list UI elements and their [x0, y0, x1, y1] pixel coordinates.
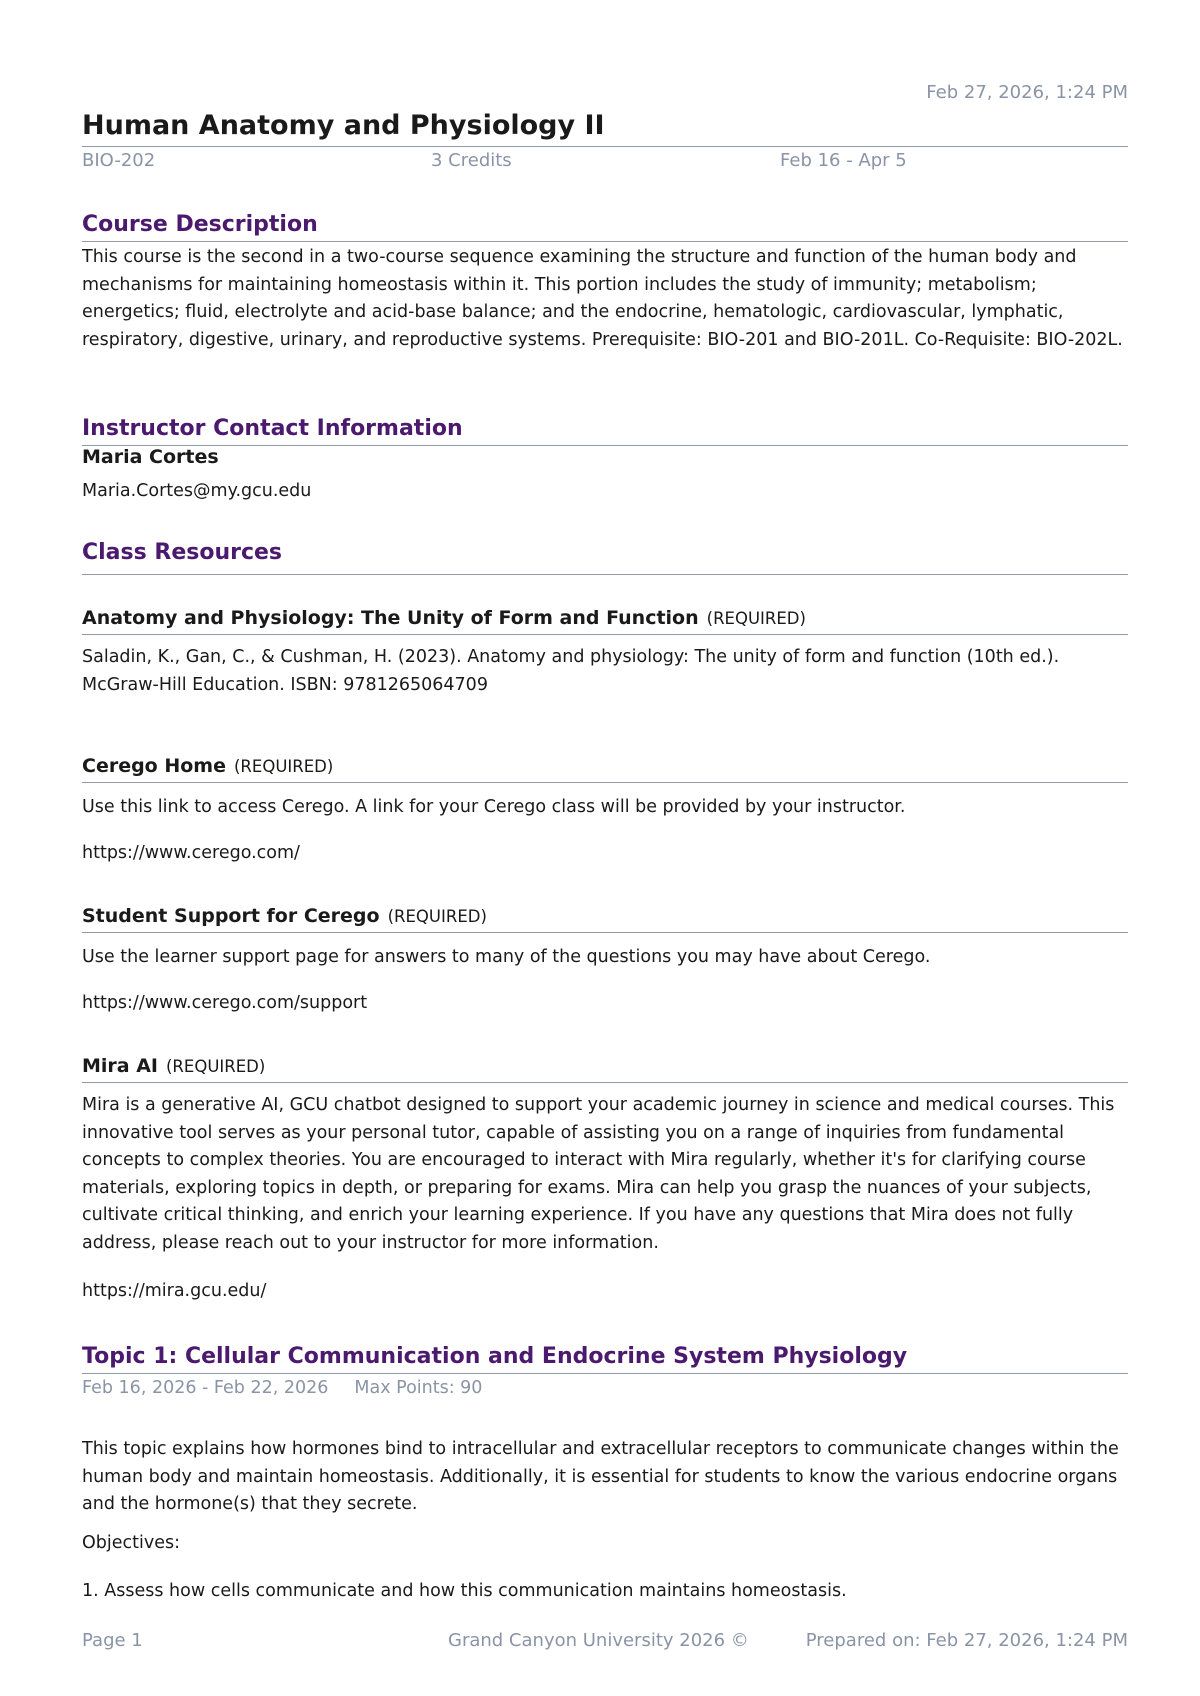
resource-heading-cerego-support — [82, 902, 1128, 933]
topic-objectives-label: Objectives: — [82, 1533, 180, 1553]
topic-text: This topic explains how hormones bind to intracellular and extracellular receptors to communicate changes within the human body and maintain homeostasis. Additionally, it is essential for students to know the various endocrine organs and the hormone(s) that they secrete. — [82, 1439, 1119, 1514]
resource-title: Student Support for Cerego — [82, 905, 380, 927]
footer-page-number: Page 1 — [82, 1630, 143, 1651]
resource-link-cerego[interactable] — [82, 840, 1128, 868]
course-credits: 3 Credits — [431, 150, 512, 171]
topic-meta — [82, 1378, 482, 1398]
footer-prepared-date: Prepared on: Feb 27, 2026, 1:24 PM — [805, 1630, 1128, 1651]
print-timestamp: Feb 27, 2026, 1:24 PM — [926, 82, 1128, 103]
resource-title: Cerego Home — [82, 755, 226, 777]
course-code: BIO-202 — [82, 150, 156, 171]
resource-text-cerego: Use this link to access Cerego. A link for your Cerego class will be provided by your instructor. — [82, 797, 906, 817]
resource-link-mira[interactable] — [82, 1278, 1128, 1306]
resource-text-cerego-support: Use the learner support page for answers to many of the questions you may have about Cerego. — [82, 947, 931, 967]
resource-text-mira: Mira is a generative AI, GCU chatbot designed to support your academic journey in science and medical courses. This innovative tool serves as your personal tutor, capable of assisting you on a range of inquiries from fundamental concepts to complex theories. You are encouraged to interact with Mira regularly, whether it's for clarifying course materials, exploring topics in depth, or preparing for exams. Mira can help you grasp the nuances of your subjects, cultivate critical thinking, and enrich your learning experience. If you have any questions that Mira does not fully address, please reach out to your instructor for more information. — [82, 1095, 1115, 1253]
topic-dates: Feb 16, 2026 - Feb 22, 2026 — [82, 1378, 329, 1398]
class-resources-heading: Class Resources — [82, 538, 1128, 575]
resource-title: Mira AI — [82, 1055, 158, 1077]
resource-heading-mira — [82, 1052, 1128, 1083]
cerego-support-link[interactable]: https://www.cerego.com/support — [82, 993, 368, 1013]
resource-requirement: (REQUIRED) — [166, 1057, 266, 1076]
course-description-heading: Course Description — [82, 210, 1128, 242]
topic-objective-1: 1. Assess how cells communicate and how this communication maintains homeostasis. — [82, 1581, 847, 1601]
instructor-heading: Instructor Contact Information — [82, 414, 1128, 446]
resource-title: Anatomy and Physiology: The Unity of Form and Function — [82, 607, 699, 629]
topic-heading: Topic 1: Cellular Communication and Endocrine System Physiology — [82, 1342, 1128, 1374]
resource-heading-cerego — [82, 752, 1128, 783]
resource-heading-textbook — [82, 604, 1128, 635]
resource-link-cerego-support[interactable] — [82, 990, 1128, 1018]
mira-link[interactable]: https://mira.gcu.edu/ — [82, 1281, 267, 1301]
resource-requirement: (REQUIRED) — [706, 609, 806, 628]
instructor-name: Maria Cortes — [82, 446, 219, 468]
resource-requirement: (REQUIRED) — [387, 907, 487, 926]
instructor-email[interactable]: Maria.Cortes@my.gcu.edu — [82, 481, 312, 501]
course-dates: Feb 16 - Apr 5 — [780, 150, 907, 171]
course-title: Human Anatomy and Physiology II — [82, 108, 1128, 147]
course-description-text: This course is the second in a two-course sequence examining the structure and function of the human body and mechanisms for maintaining homeostasis within it. This portion includes the study of immunity; metabolism; energetics; fluid, electrolyte and acid-base balance; and the endocrine, hematologic, cardiovascular, lymphatic, respiratory, digestive, urinary, and reproductive systems. Prerequisite: BIO-201 and BIO-201L. Co-Requisite: BIO-202L. — [82, 247, 1123, 350]
topic-max-points: Max Points: 90 — [354, 1378, 483, 1398]
resource-requirement: (REQUIRED) — [234, 757, 334, 776]
cerego-link[interactable]: https://www.cerego.com/ — [82, 843, 300, 863]
resource-text-textbook: Saladin, K., Gan, C., & Cushman, H. (2023). Anatomy and physiology: The unity of form and function (10th ed.). McGraw-Hill Education. ISBN: 9781265064709 — [82, 647, 1060, 695]
footer-copyright: Grand Canyon University 2026 © — [448, 1630, 749, 1651]
